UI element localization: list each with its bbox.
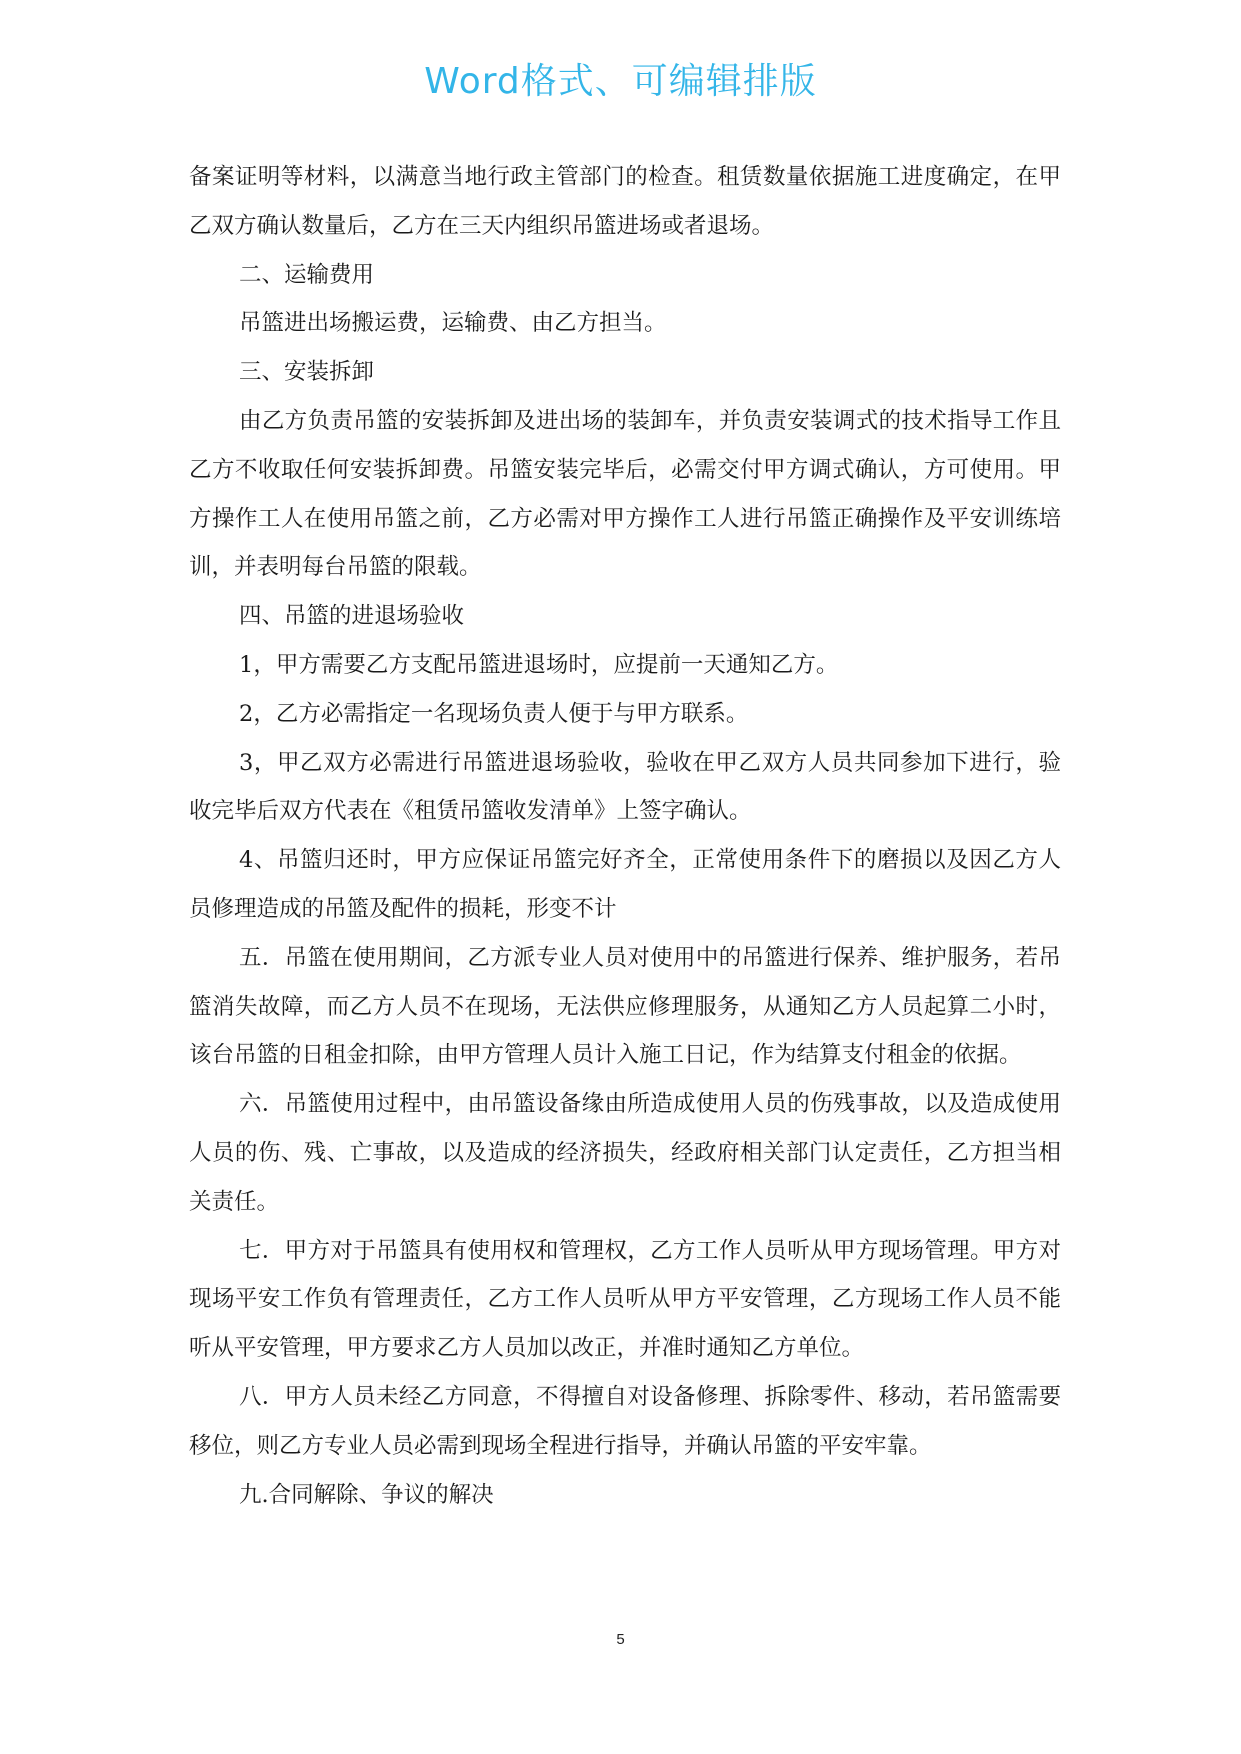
paragraph: 五．吊篮在使用期间，乙方派专业人员对使用中的吊篮进行保养、维护服务，若吊篮消失故障，而乙方人员不在现场，无法供应修理服务，从通知乙方人员起算二小时，该台吊篮的日租金扣除，由甲方管理人员计入施工日记，作为结算支付租金的依据。 (189, 944, 1061, 1069)
paragraph: 六．吊篮使用过程中，由吊篮设备缘由所造成使用人员的伤残事故，以及造成使用人员的伤、残、亡事故，以及造成的经济损失，经政府相关部门认定责任，乙方担当相关责任。 (189, 1091, 1061, 1215)
page-header-title: Word格式、可编辑排版 (424, 61, 817, 102)
document-body (189, 153, 1061, 1519)
paragraph: 八．甲方人员未经乙方同意，不得擅自对设备修理、拆除零件、移动，若吊篮需要移位，则乙方专业人员必需到现场全程进行指导，并确认吊篮的平安牢靠。 (189, 1383, 1061, 1459)
page-number: 5 (616, 1631, 625, 1648)
section-heading: 四、吊篮的进退场验收 (239, 603, 465, 630)
list-item: 2，乙方必需指定一名现场负责人便于与甲方联系。 (239, 700, 749, 727)
paragraph: 吊篮进出场搬运费，运输费、由乙方担当。 (239, 310, 667, 337)
paragraph: 备案证明等材料，以满意当地行政主管部门的检查。租赁数量依据施工进度确定，在甲乙双方确认数量后，乙方在三天内组织吊篮进场或者退场。 (189, 164, 1061, 239)
section-heading: 二、运输费用 (239, 261, 375, 288)
list-item: 1，甲方需要乙方支配吊篮进退场时，应提前一天通知乙方。 (239, 651, 839, 678)
list-item: 4、吊篮归还时，甲方应保证吊篮完好齐全，正常使用条件下的磨损以及因乙方人员修理造成的吊篮及配件的损耗，形变不计 (189, 847, 1061, 922)
section-heading: 三、安装拆卸 (239, 359, 375, 386)
paragraph: 七．甲方对于吊篮具有使用权和管理权，乙方工作人员听从甲方现场管理。甲方对现场平安工作负有管理责任，乙方工作人员听从甲方平安管理，乙方现场工作人员不能听从平安管理，甲方要求乙方人员加以改正，并准时通知乙方单位。 (189, 1237, 1061, 1362)
paragraph: 由乙方负责吊篮的安装拆卸及进出场的装卸车，并负责安装调式的技术指导工作且乙方不收取任何安装拆卸费。吊篮安装完毕后，必需交付甲方调式确认，方可使用。甲方操作工人在使用吊篮之前，乙方必需对甲方操作工人进行吊篮正确操作及平安训练培训，并表明每台吊篮的限载。 (189, 407, 1061, 581)
list-item: 3，甲乙双方必需进行吊篮进退场验收，验收在甲乙双方人员共同参加下进行，验收完毕后双方代表在《租赁吊篮收发清单》上签字确认。 (189, 749, 1061, 825)
section-heading: 九.合同解除、争议的解决 (239, 1481, 494, 1508)
